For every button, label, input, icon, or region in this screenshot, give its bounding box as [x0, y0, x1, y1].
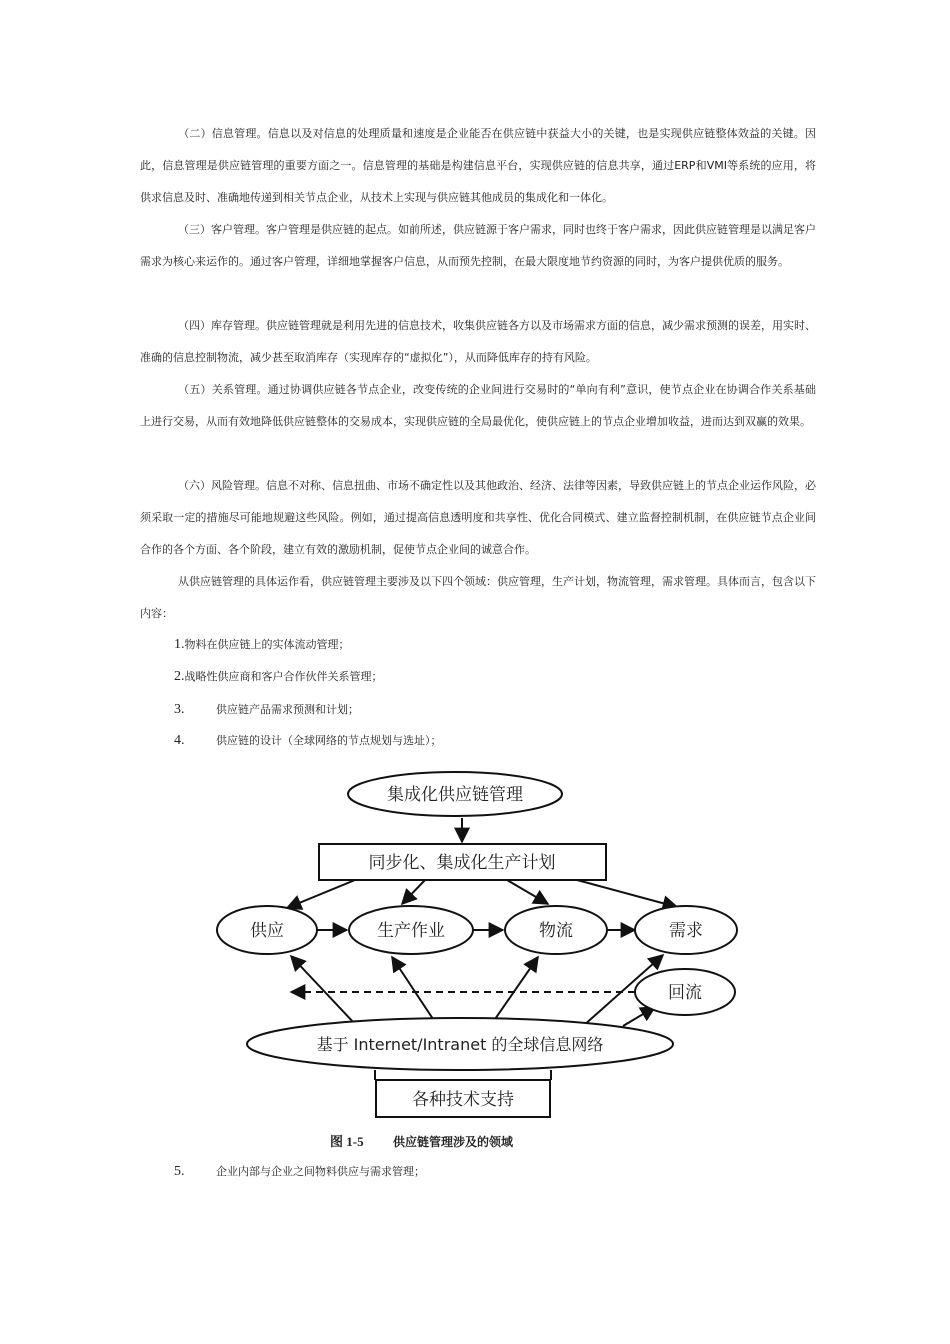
supply-chain-domains-diagram	[205, 770, 750, 1155]
label-integrated-scm: 集成化供应链管理	[387, 785, 523, 805]
label-logistics: 物流	[539, 921, 573, 941]
arrow-plan-to-production	[402, 880, 425, 904]
paragraph-relationship-management: （五）关系管理。通过协调供应链各节点企业，改变传统的企业间进行交易时的“单向有利”意识，使节点企业在协调合作关系基础上进行交易，从而有效地降低供应链整体的交易成本，实现供应链的全局最优化，使供应链上的节点企业增加收益，进而达到双赢的效果。	[140, 383, 816, 428]
label-supply: 供应	[250, 921, 284, 941]
paragraph-info-management: （二）信息管理。信息以及对信息的处理质量和速度是企业能否在供应链中获益大小的关键，也是实现供应链整体效益的关键。因此，信息管理是供应链管理的重要方面之一。信息管理的基础是构建信息平台，实现供应链的信息共享，通过ERP和VMI等系统的应用，将供求信息及时、准确地传递到相关节点企业，从技术上实现与供应链其他成员的集成化和一体化。	[140, 127, 816, 204]
label-tech-support: 各种技术支持	[412, 1090, 514, 1110]
figure-caption-text: 供应链管理涉及的领域	[393, 1135, 514, 1149]
paragraph-customer-management: （三）客户管理。客户管理是供应链的起点。如前所述，供应链源于客户需求，同时也终于客户需求，因此供应链管理是以满足客户需求为核心来运作的。通过客户管理，详细地掌握客户信息，从而预先控制，在最大限度地节约资源的同时，为客户提供优质的服务。	[140, 223, 816, 268]
arrow-network-to-production	[392, 957, 435, 1022]
arrow-plan-to-supply	[287, 880, 355, 908]
arrow-plan-to-logistics	[507, 880, 548, 904]
list-item: 5. 企业内部与企业之间物料供应与需求管理；	[174, 1164, 425, 1179]
label-return: 回流	[668, 983, 702, 1003]
arrow-plan-to-demand	[577, 880, 677, 907]
paragraph-inventory-management: （四）库存管理。供应链管理就是利用先进的信息技术，收集供应链各方以及市场需求方面的信息，减少需求预测的误差，用实时、准确的信息控制物流，减少甚至取消库存（实现库存的“虚拟化”），从而降低库存的持有风险。	[140, 319, 816, 364]
paragraph-four-domains: 从供应链管理的具体运作看，供应链管理主要涉及以下四个领域：供应管理，生产计划，物流管理，需求管理。具体而言，包含以下内容：	[140, 575, 816, 620]
list-item: 2.战略性供应商和客户合作伙伴关系管理；	[174, 669, 383, 684]
label-production-plan: 同步化、集成化生产计划	[368, 853, 556, 873]
list-item: 4. 供应链的设计（全球网络的节点规划与选址）；	[174, 733, 442, 748]
label-demand: 需求	[669, 921, 703, 941]
figure-caption-number: 图 1-5	[330, 1134, 364, 1149]
label-global-network: 基于 Internet/Intranet 的全球信息网络	[316, 1035, 604, 1054]
arrow-network-to-logistics	[493, 957, 538, 1022]
paragraph-risk-management: （六）风险管理。信息不对称、信息扭曲、市场不确定性以及其他政治、经济、法律等因素，导致供应链上的节点企业运作风险，必须采取一定的措施尽可能地规避这些风险。例如，通过提高信息透明度和共享性、优化合同模式、建立监督控制机制，在供应链节点企业间合作的各个方面、各个阶段，建立有效的激励机制，促使节点企业间的诚意合作。	[140, 479, 816, 556]
label-production: 生产作业	[377, 921, 445, 941]
list-item: 3. 供应链产品需求预测和计划；	[174, 702, 359, 717]
arrow-network-to-supply	[291, 956, 355, 1024]
list-item: 1.物料在供应链上的实体流动管理；	[174, 637, 350, 652]
arrow-network-to-return	[623, 1007, 655, 1026]
